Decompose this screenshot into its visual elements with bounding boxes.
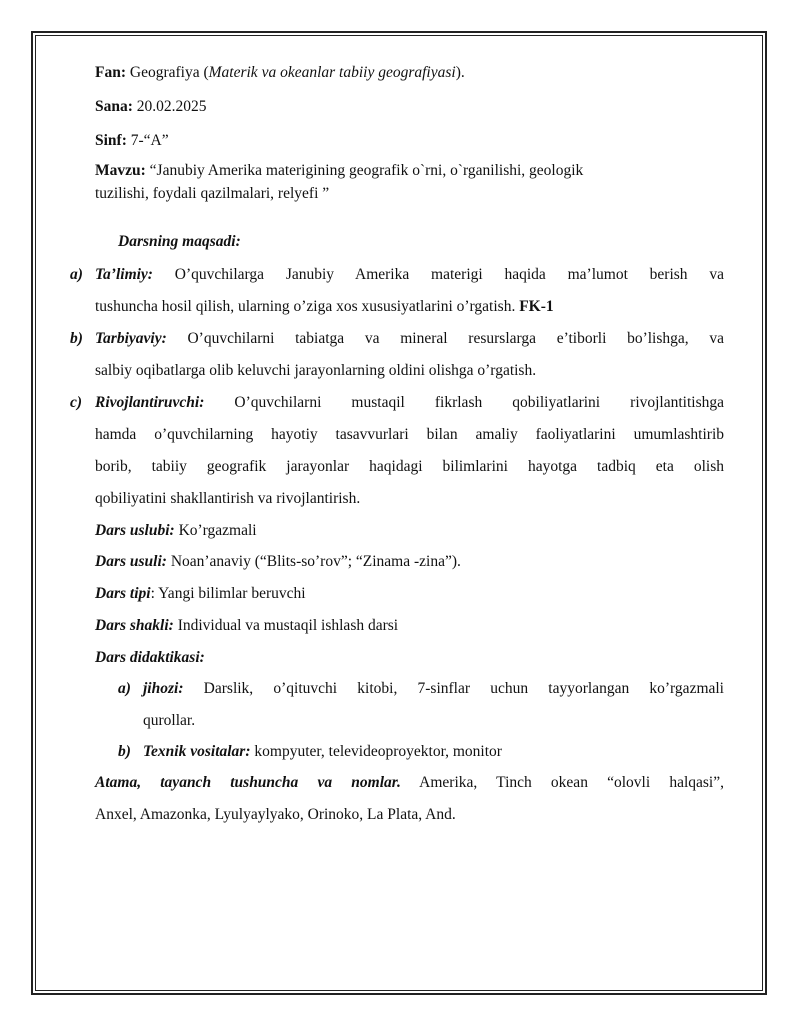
- goal-a-text-1: [95, 265, 724, 285]
- sinf-value: 7-“A”: [126, 132, 169, 149]
- dars-shakli-label: Dars shakli:: [95, 617, 174, 634]
- sana-label: Sana:: [95, 98, 133, 115]
- goal-a-line-2: [95, 297, 724, 317]
- sinf-line: [95, 131, 724, 151]
- texnik-marker: b): [118, 743, 131, 760]
- texnik-value: kompyuter, televideoproyektor, monitor: [250, 743, 502, 760]
- goal-a-body-2: tushuncha hosil qilish, ularning o’ziga xos xususiyatlarini o’rgatish.: [95, 298, 520, 315]
- atama-line-2: Anxel, Amazonka, Lyulyaylyako, Orinoko, La Plata, And.: [95, 806, 456, 823]
- jihoz-line-2: qurollar.: [143, 712, 196, 729]
- goal-b-line-2: salbiy oqibatlarga olib keluvchi jarayonlarning oldini olishga o’rgatish.: [95, 362, 537, 379]
- fan-value: Geografiya (: [126, 64, 209, 81]
- texnik-label: Texnik vositalar:: [143, 743, 251, 760]
- goal-c-marker: c): [70, 394, 83, 411]
- atama-line-1: [95, 773, 724, 793]
- mavzu-text-1: “Janubiy Amerika materigining geografik o`rni, o`rganilishi, geologik: [145, 162, 584, 179]
- mavzu-text-2: tuzilishi, foydali qazilmalari, relyefi ”: [95, 185, 330, 202]
- goal-b-label: Tarbiyaviy:: [95, 330, 167, 347]
- jihoz-line-1: [118, 679, 724, 699]
- jihoz-body-1: Darslik, o’qituvchi kitobi, 7-sinflar uchun tayyorlangan ko’rgazmali: [183, 680, 724, 697]
- mavzu-label: Mavzu:: [95, 162, 146, 179]
- goal-a-body-1: O’quvchilarga Janubiy Amerika materigi haqida ma’lumot berish va: [152, 266, 724, 283]
- goal-a-line-1: [70, 265, 724, 285]
- dars-shakli-value: Individual va mustaqil ishlash darsi: [173, 617, 399, 634]
- mavzu-line-1: [95, 161, 724, 181]
- goal-c-line-4: qobiliyatini shakllantirish va rivojlantirish.: [95, 490, 361, 507]
- dars-shakli-line: [95, 616, 724, 636]
- dars-uslubi-label: Dars uslubi:: [95, 522, 175, 539]
- sinf-label: Sinf:: [95, 132, 127, 149]
- goal-c-line-3: borib, tabiiy geografik jarayonlar haqidagi bilimlarini hayotga tadbiq eta olish: [95, 458, 724, 475]
- atama-label: Atama, tayanch tushuncha va nomlar.: [95, 774, 401, 791]
- dars-tipi-value: : Yangi bilimlar beruvchi: [150, 585, 306, 602]
- goal-b-line-1: [70, 329, 724, 349]
- texnik-line: [118, 742, 724, 762]
- sana-line: [95, 97, 724, 117]
- fan-value-end: ).: [455, 64, 465, 81]
- goal-c-line-1: [70, 393, 724, 413]
- dars-usuli-value: Noan’anaviy (“Blits-so’rov”; “Zinama -zina”).: [166, 553, 461, 570]
- jihoz-marker: a): [118, 680, 131, 697]
- dars-usuli-label: Dars usuli:: [95, 553, 167, 570]
- goal-a-code: FK-1: [519, 298, 554, 315]
- fan-subject: Materik va okeanlar tabiiy geografiyasi: [208, 64, 456, 81]
- dars-tipi-label: Dars tipi: [95, 585, 151, 602]
- goal-b-text-1: [95, 329, 724, 349]
- fan-label: Fan:: [95, 64, 126, 81]
- dars-tipi-line: [95, 584, 724, 604]
- jihoz-label: jihozi:: [143, 680, 184, 697]
- goal-a-marker: a): [70, 266, 83, 283]
- fan-line: [95, 63, 724, 83]
- dars-uslubi-value: Ko’rgazmali: [174, 522, 257, 539]
- dars-uslubi-line: [95, 521, 724, 541]
- goal-c-label: Rivojlantiruvchi:: [95, 394, 205, 411]
- jihoz-text-1: [143, 679, 724, 699]
- goal-b-body-1: O’quvchilarni tabiatga va mineral resurslarga e’tiborli bo’lishga, va: [166, 330, 724, 347]
- goal-c-body-1: O’quvchilarni mustaqil fikrlash qobiliyatlarini rivojlantitishga: [204, 394, 724, 411]
- mavzu-line-2: [95, 184, 724, 204]
- dars-usuli-line: [95, 552, 724, 572]
- atama-body-1: Amerika, Tinch okean “olovli halqasi”,: [400, 774, 724, 791]
- goal-b-marker: b): [70, 330, 83, 347]
- goals-title: Darsning maqsadi:: [118, 233, 241, 250]
- goal-c-line-2: hamda o’quvchilarning hayotiy tasavvurlari bilan amaliy faoliyatlarini umumlashtirib: [95, 426, 724, 443]
- atama-text-1: [95, 773, 724, 793]
- dars-didaktikasi-label: Dars didaktikasi:: [95, 649, 205, 666]
- goal-c-text-1: [95, 393, 724, 413]
- goal-a-label: Ta’limiy:: [95, 266, 153, 283]
- sana-value: 20.02.2025: [132, 98, 207, 115]
